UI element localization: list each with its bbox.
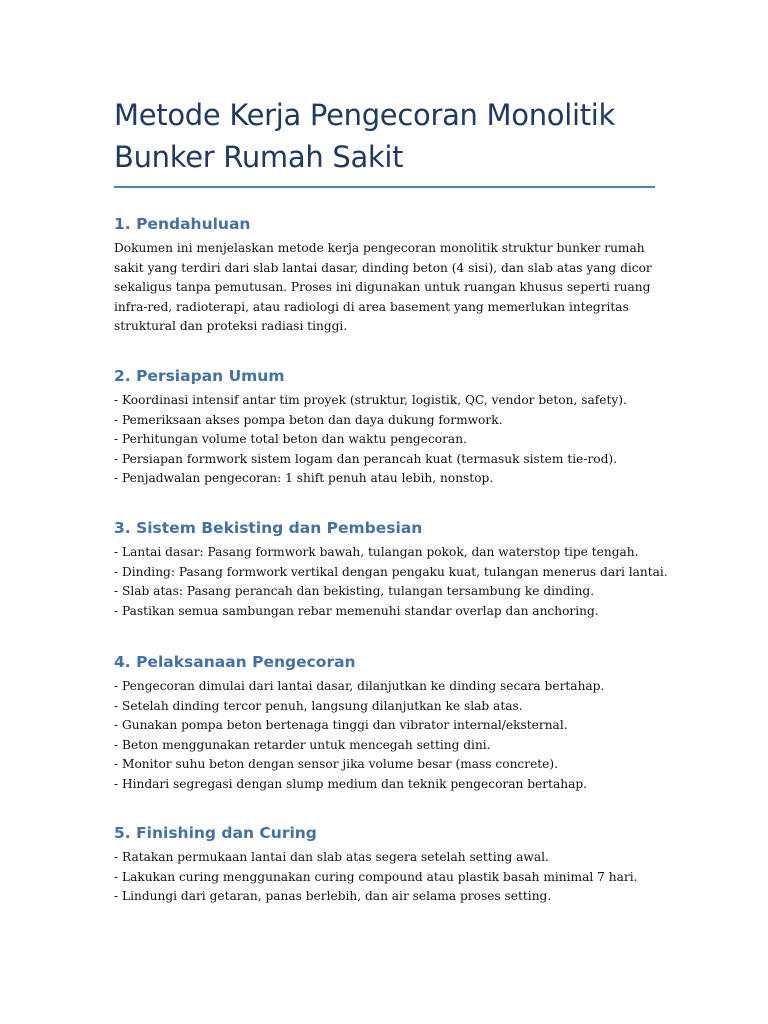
- list-item: - Gunakan pompa beton bertenaga tinggi dan vibrator internal/eksternal.: [114, 718, 568, 732]
- list-item: - Pemeriksaan akses pompa beton dan daya dukung formwork.: [114, 412, 503, 427]
- section-body: [114, 677, 656, 794]
- document-title-line-1: Metode Kerja Pengecoran Monolitik: [114, 98, 616, 132]
- list-item: - Lindungi dari getaran, panas berlebih, dan air selama proses setting.: [114, 889, 552, 903]
- section-body: [114, 848, 656, 907]
- bullet-list: [114, 677, 656, 794]
- section-finishing-curing: [114, 823, 656, 907]
- list-item: - Hindari segregasi dengan slump medium dan teknik pengecoran bertahap.: [114, 776, 588, 791]
- list-item: - Beton menggunakan retarder untuk mencegah setting dini.: [114, 737, 491, 752]
- section-sistem-bekisting: [114, 518, 668, 621]
- section-heading: 2. Persiapan Umum: [114, 367, 285, 385]
- list-item: - Lantai dasar: Pasang formwork bawah, tulangan pokok, dan waterstop tipe tengah.: [114, 545, 639, 559]
- document-title-line-2: Bunker Rumah Sakit: [114, 140, 404, 174]
- list-item: - Perhitungan volume total beton dan waktu pengecoran.: [114, 432, 467, 446]
- list-item: - Persiapan formwork sistem logam dan perancah kuat (termasuk sistem tie-rod).: [114, 451, 618, 466]
- bullet-list: [114, 543, 668, 621]
- section-heading: 4. Pelaksanaan Pengecoran: [114, 653, 356, 671]
- list-item: - Slab atas: Pasang perancah dan bekisting, tulangan tersambung ke dinding.: [114, 584, 595, 598]
- document-page: [114, 94, 668, 903]
- list-item: - Monitor suhu beton dengan sensor jika volume besar (mass concrete).: [114, 757, 559, 771]
- section-pelaksanaan-pengecoran: [114, 652, 656, 794]
- document-title: [114, 94, 656, 178]
- section-pendahuluan: [114, 214, 656, 337]
- list-item: - Penjadwalan pengecoran: 1 shift penuh atau lebih, nonstop.: [114, 471, 494, 485]
- title-underline: [114, 186, 655, 188]
- bullet-list: [114, 848, 656, 907]
- section-heading: 1. Pendahuluan: [114, 215, 251, 233]
- section-body: [114, 239, 656, 337]
- section-body: [114, 543, 668, 621]
- section-paragraph: Dokumen ini menjelaskan metode kerja pengecoran monolitik struktur bunker rumah sakit yang terdiri dari slab lantai dasar, dinding beton (4 sisi), dan slab atas yang dicor sekaligus tanpa pemutusan. Proses ini digunakan untuk ruangan khusus seperti ruang infra-red, radioterapi, atau radiologi di area basement yang memerlukan integritas struktural dan proteksi radiasi tinggi.: [114, 241, 652, 333]
- list-item: - Pastikan semua sambungan rebar memenuhi standar overlap dan anchoring.: [114, 603, 599, 618]
- section-heading: 5. Finishing dan Curing: [114, 824, 317, 842]
- list-item: - Ratakan permukaan lantai dan slab atas segera setelah setting awal.: [114, 850, 549, 864]
- list-item: - Koordinasi intensif antar tim proyek (struktur, logistik, QC, vendor beton, safety).: [114, 393, 627, 407]
- section-heading: 3. Sistem Bekisting dan Pembesian: [114, 519, 423, 537]
- list-item: - Pengecoran dimulai dari lantai dasar, dilanjutkan ke dinding secara bertahap.: [114, 679, 605, 693]
- section-persiapan-umum: [114, 366, 656, 489]
- list-item: - Dinding: Pasang formwork vertikal dengan pengaku kuat, tulangan menerus dari lantai.: [114, 564, 668, 579]
- list-item: - Setelah dinding tercor penuh, langsung dilanjutkan ke slab atas.: [114, 698, 523, 713]
- bullet-list: [114, 391, 656, 489]
- list-item: - Lakukan curing menggunakan curing compound atau plastik basah minimal 7 hari.: [114, 869, 638, 884]
- section-body: [114, 391, 656, 489]
